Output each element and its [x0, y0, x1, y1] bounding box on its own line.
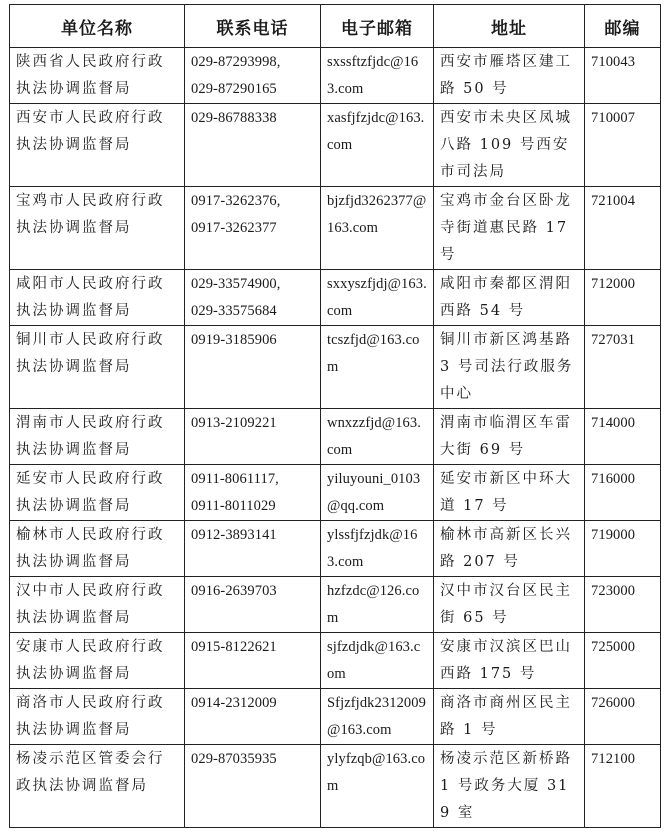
table-row [10, 48, 661, 104]
phone-number: 029-87293998, [191, 54, 281, 70]
address: 安康市汉滨区巴山西路 175 号 [440, 639, 572, 682]
table-row [10, 745, 661, 828]
zip-code: 726000 [591, 695, 636, 711]
zip-cell [585, 689, 661, 745]
zip-code: 716000 [591, 471, 636, 487]
email-address: Sfjzfjdk2312009@163.com [327, 695, 426, 738]
email-address: yiluyouni_0103@qq.com [327, 471, 421, 514]
address-cell [434, 270, 585, 326]
unit-name-cell [10, 104, 185, 187]
email-cell [321, 577, 434, 633]
unit-name-cell [10, 577, 185, 633]
zip-code: 714000 [591, 415, 636, 431]
email-cell [321, 270, 434, 326]
table-row [10, 633, 661, 689]
phone-cell [185, 270, 321, 326]
header-email: 电子邮箱 [321, 5, 434, 48]
address: 西安市雁塔区建工路 50 号 [440, 54, 572, 97]
table-row [10, 465, 661, 521]
unit-name: 铜川市人民政府行政执法协调监督局 [16, 332, 165, 375]
address-cell [434, 577, 585, 633]
address-cell [434, 409, 585, 465]
phone-cell [185, 409, 321, 465]
unit-name-cell [10, 689, 185, 745]
zip-cell [585, 48, 661, 104]
phone-number: 0912-3893141 [191, 527, 277, 543]
address: 渭南市临渭区车雷大街 69 号 [440, 415, 572, 458]
header-phone: 联系电话 [185, 5, 321, 48]
phone-number: 029-33575684 [191, 303, 277, 319]
address-cell [434, 633, 585, 689]
phone-number: 029-86788338 [191, 110, 277, 126]
phone-number: 029-87035935 [191, 751, 277, 767]
address-cell [434, 521, 585, 577]
unit-name: 延安市人民政府行政执法协调监督局 [16, 471, 165, 514]
phone-number: 0913-2109221 [191, 415, 277, 431]
email-address: wnxzzfjd@163.com [327, 415, 421, 458]
address-cell [434, 689, 585, 745]
phone-number: 0916-2639703 [191, 583, 277, 599]
unit-name-cell [10, 465, 185, 521]
address-cell [434, 326, 585, 409]
email-address: bjzfjd3262377@163.com [327, 193, 427, 236]
phone-number: 0911-8061117, [191, 471, 279, 487]
unit-name: 汉中市人民政府行政执法协调监督局 [16, 583, 165, 626]
email-address: xasfjfzjdc@163.com [327, 110, 425, 153]
email-cell [321, 633, 434, 689]
email-cell [321, 187, 434, 270]
phone-number: 0914-2312009 [191, 695, 277, 711]
email-cell [321, 745, 434, 828]
unit-name-cell [10, 409, 185, 465]
phone-number: 029-33574900, [191, 276, 281, 292]
header-zip: 邮编 [585, 5, 661, 48]
zip-cell [585, 104, 661, 187]
email-cell [321, 326, 434, 409]
address: 宝鸡市金台区卧龙寺街道惠民路 17 号 [440, 193, 572, 263]
email-cell [321, 409, 434, 465]
unit-name-cell [10, 48, 185, 104]
zip-cell [585, 521, 661, 577]
address-cell [434, 745, 585, 828]
email-cell [321, 521, 434, 577]
email-address: ylssfjfzjdk@163.com [327, 527, 418, 570]
phone-cell [185, 48, 321, 104]
phone-cell [185, 689, 321, 745]
phone-number: 0917-3262376, [191, 193, 281, 209]
email-address: ylyfzqb@163.com [327, 751, 426, 794]
email-address: sjfzdjdk@163.com [327, 639, 421, 682]
email-address: tcszfjd@163.com [327, 332, 420, 375]
email-cell [321, 104, 434, 187]
zip-cell [585, 187, 661, 270]
header-address: 地址 [434, 5, 585, 48]
zip-code: 721004 [591, 193, 636, 209]
unit-name-cell [10, 326, 185, 409]
phone-number: 0919-3185906 [191, 332, 277, 348]
address-cell [434, 465, 585, 521]
unit-name-cell [10, 270, 185, 326]
address: 榆林市高新区长兴路 207 号 [440, 527, 572, 570]
unit-name: 杨凌示范区管委会行政执法协调监督局 [16, 751, 165, 794]
table-body [10, 48, 661, 828]
unit-name: 商洛市人民政府行政执法协调监督局 [16, 695, 165, 738]
email-cell [321, 48, 434, 104]
table-row [10, 689, 661, 745]
zip-code: 727031 [591, 332, 636, 348]
unit-name: 渭南市人民政府行政执法协调监督局 [16, 415, 165, 458]
zip-cell [585, 270, 661, 326]
phone-number: 0911-8011029 [191, 498, 276, 514]
unit-name: 榆林市人民政府行政执法协调监督局 [16, 527, 165, 570]
zip-cell [585, 633, 661, 689]
address: 咸阳市秦都区渭阳西路 54 号 [440, 276, 572, 319]
phone-cell [185, 465, 321, 521]
zip-cell [585, 745, 661, 828]
zip-cell [585, 326, 661, 409]
zip-code: 712100 [591, 751, 636, 767]
unit-name: 西安市人民政府行政执法协调监督局 [16, 110, 165, 153]
phone-number: 0915-8122621 [191, 639, 277, 655]
email-address: hzfzdc@126.com [327, 583, 420, 626]
unit-name: 咸阳市人民政府行政执法协调监督局 [16, 276, 165, 319]
phone-cell [185, 326, 321, 409]
zip-code: 725000 [591, 639, 636, 655]
table-row [10, 409, 661, 465]
unit-name-cell [10, 187, 185, 270]
phone-number: 0917-3262377 [191, 220, 277, 236]
phone-cell [185, 745, 321, 828]
email-cell [321, 689, 434, 745]
zip-code: 712000 [591, 276, 636, 292]
zip-cell [585, 465, 661, 521]
zip-code: 710007 [591, 110, 636, 126]
table-row [10, 187, 661, 270]
unit-name: 宝鸡市人民政府行政执法协调监督局 [16, 193, 165, 236]
table-row [10, 104, 661, 187]
phone-cell [185, 633, 321, 689]
address-cell [434, 187, 585, 270]
contact-table [9, 4, 661, 828]
email-address: sxxyszfjdj@163.com [327, 276, 427, 319]
phone-cell [185, 521, 321, 577]
address-cell [434, 48, 585, 104]
email-address: sxssftzfjdc@163.com [327, 54, 419, 97]
address-cell [434, 104, 585, 187]
address: 杨凌示范区新桥路 1 号政务大厦 319 室 [440, 751, 572, 821]
table-row [10, 270, 661, 326]
address: 延安市新区中环大道 17 号 [440, 471, 572, 514]
table-row [10, 521, 661, 577]
unit-name-cell [10, 633, 185, 689]
address: 西安市未央区凤城八路 109 号西安市司法局 [440, 110, 572, 180]
unit-name-cell [10, 521, 185, 577]
zip-code: 710043 [591, 54, 636, 70]
unit-name: 陕西省人民政府行政执法协调监督局 [16, 54, 165, 97]
phone-cell [185, 577, 321, 633]
unit-name-cell [10, 745, 185, 828]
zip-cell [585, 577, 661, 633]
header-unit-name: 单位名称 [10, 5, 185, 48]
table-row [10, 577, 661, 633]
zip-code: 719000 [591, 527, 636, 543]
zip-cell [585, 409, 661, 465]
unit-name: 安康市人民政府行政执法协调监督局 [16, 639, 165, 682]
address: 商洛市商州区民主路 1 号 [440, 695, 572, 738]
address: 铜川市新区鸿基路 3 号司法行政服务中心 [440, 332, 574, 402]
zip-code: 723000 [591, 583, 636, 599]
email-cell [321, 465, 434, 521]
table-row [10, 326, 661, 409]
table-header-row [10, 5, 661, 48]
phone-cell [185, 187, 321, 270]
address: 汉中市汉台区民主街 65 号 [440, 583, 572, 626]
phone-number: 029-87290165 [191, 81, 277, 97]
phone-cell [185, 104, 321, 187]
